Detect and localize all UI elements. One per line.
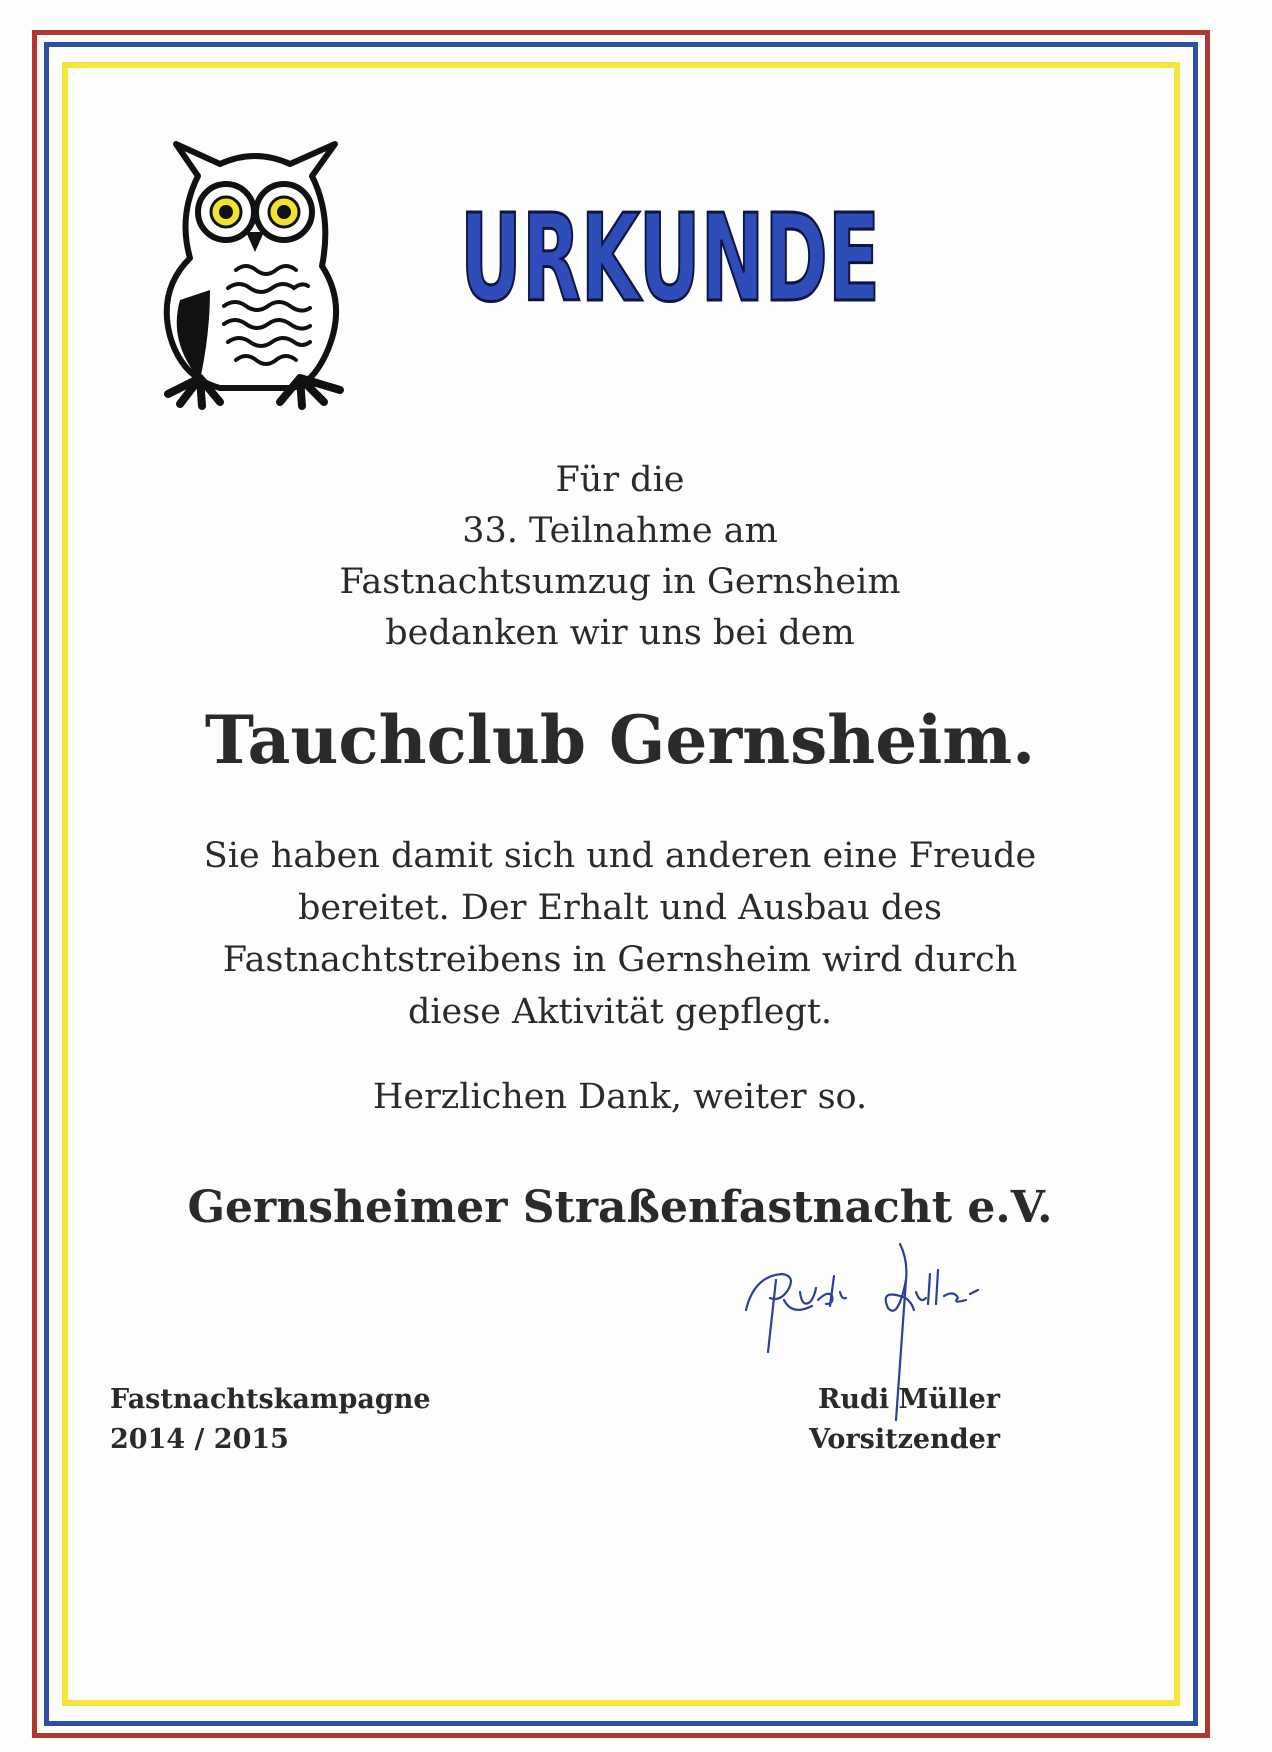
body-text: [70, 830, 1170, 1038]
signer-info: [760, 1380, 1000, 1460]
campaign-season: 2014 / 2015: [110, 1424, 289, 1455]
body-line: diese Aktivität gepflegt.: [407, 992, 833, 1032]
certificate-title-text: URKUNDE: [460, 190, 880, 329]
owl-mascot-icon: [150, 140, 360, 410]
intro-text: [70, 455, 1170, 659]
intro-line: Fastnachtsumzug in Gernsheim: [339, 562, 901, 602]
signer-name: Rudi Müller: [817, 1384, 1000, 1415]
campaign-label: Fastnachtskampagne: [110, 1384, 431, 1415]
intro-line: Für die: [555, 460, 685, 500]
signer-role: Vorsitzender: [808, 1424, 1000, 1455]
body-line: bereitet. Der Erhalt und Ausbau des: [298, 888, 942, 928]
body-line: Fastnachtstreibens in Gernsheim wird durch: [222, 940, 1018, 980]
certificate-title: [420, 150, 920, 329]
closing-text: Herzlichen Dank, weiter so.: [372, 1077, 868, 1117]
campaign-info: [110, 1380, 431, 1460]
intro-line: bedanken wir uns bei dem: [385, 613, 855, 653]
body-line: Sie haben damit sich und anderen eine Freude: [203, 836, 1037, 876]
organization-name: Gernsheimer Straßenfastnacht e.V.: [187, 1182, 1053, 1233]
intro-line: 33. Teilnahme am: [462, 511, 778, 551]
recipient-name: Tauchclub Gernsheim.: [204, 701, 1036, 779]
